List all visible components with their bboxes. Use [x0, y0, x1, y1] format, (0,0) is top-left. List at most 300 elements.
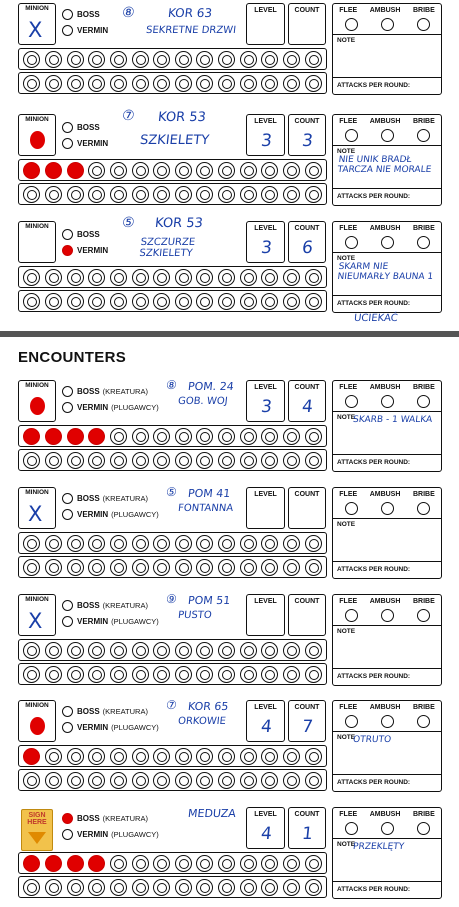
hit-circle[interactable]	[196, 162, 213, 179]
boss-option[interactable]	[62, 600, 148, 611]
hit-circle[interactable]	[218, 855, 235, 872]
hit-circle[interactable]	[196, 428, 213, 445]
hit-circle[interactable]	[305, 428, 322, 445]
vermin-radio[interactable]	[62, 25, 73, 36]
minion-box[interactable]	[18, 700, 56, 742]
bribe-radio[interactable]	[417, 502, 430, 515]
hit-circle[interactable]	[23, 452, 40, 469]
hit-circle[interactable]	[88, 535, 105, 552]
flee-radio[interactable]	[345, 502, 358, 515]
hit-circle[interactable]	[153, 666, 170, 683]
hit-circle[interactable]	[110, 75, 127, 92]
hit-circle[interactable]	[218, 51, 235, 68]
ambush-radio[interactable]	[381, 822, 394, 835]
boss-radio[interactable]	[62, 706, 73, 717]
ambush-radio[interactable]	[381, 715, 394, 728]
hit-circle[interactable]	[305, 293, 322, 310]
hit-circle[interactable]	[196, 748, 213, 765]
level-box[interactable]	[246, 700, 285, 742]
hit-circle[interactable]	[283, 162, 300, 179]
vermin-radio[interactable]	[62, 616, 73, 627]
hit-circle[interactable]	[175, 51, 192, 68]
boss-radio[interactable]	[62, 122, 73, 133]
hit-circle[interactable]	[132, 428, 149, 445]
hit-circle[interactable]	[132, 748, 149, 765]
level-box[interactable]	[246, 221, 285, 263]
hit-circle[interactable]	[261, 559, 278, 576]
hit-circle[interactable]	[218, 535, 235, 552]
hit-circle[interactable]	[88, 452, 105, 469]
bribe-radio[interactable]	[417, 395, 430, 408]
hit-circle[interactable]	[196, 51, 213, 68]
hit-circle[interactable]	[23, 162, 40, 179]
hit-circle[interactable]	[132, 269, 149, 286]
count-box[interactable]	[288, 221, 326, 263]
hit-circle[interactable]	[283, 293, 300, 310]
bribe-radio[interactable]	[417, 609, 430, 622]
hit-circle[interactable]	[23, 428, 40, 445]
boss-radio[interactable]	[62, 9, 73, 20]
ambush-radio[interactable]	[381, 395, 394, 408]
boss-option[interactable]	[62, 706, 148, 717]
hit-circle[interactable]	[67, 559, 84, 576]
hit-circle[interactable]	[240, 748, 257, 765]
hit-circle[interactable]	[132, 855, 149, 872]
hit-circle[interactable]	[175, 772, 192, 789]
hit-circle[interactable]	[283, 75, 300, 92]
hit-circle[interactable]	[261, 855, 278, 872]
hit-circle[interactable]	[153, 879, 170, 896]
hit-circle[interactable]	[88, 855, 105, 872]
hit-circle[interactable]	[67, 748, 84, 765]
hit-circle[interactable]	[88, 428, 105, 445]
hit-circle[interactable]	[240, 75, 257, 92]
hit-circle[interactable]	[305, 452, 322, 469]
hit-circle[interactable]	[305, 186, 322, 203]
hit-circle[interactable]	[23, 51, 40, 68]
hit-circle[interactable]	[45, 428, 62, 445]
flee-radio[interactable]	[345, 822, 358, 835]
minion-box[interactable]	[18, 3, 56, 45]
hit-circle[interactable]	[45, 559, 62, 576]
hit-circle[interactable]	[283, 748, 300, 765]
hit-circle[interactable]	[283, 855, 300, 872]
hit-circle[interactable]	[218, 642, 235, 659]
hit-circle[interactable]	[240, 51, 257, 68]
hit-circle[interactable]	[88, 186, 105, 203]
hit-circle[interactable]	[283, 51, 300, 68]
count-box[interactable]	[288, 807, 326, 849]
minion-box[interactable]	[18, 594, 56, 636]
hit-circle[interactable]	[132, 186, 149, 203]
hit-circle[interactable]	[175, 748, 192, 765]
hit-circle[interactable]	[305, 748, 322, 765]
vermin-radio[interactable]	[62, 722, 73, 733]
hit-circle[interactable]	[110, 162, 127, 179]
hit-circle[interactable]	[110, 748, 127, 765]
hit-circle[interactable]	[196, 559, 213, 576]
hit-circle[interactable]	[153, 51, 170, 68]
hit-circle[interactable]	[261, 642, 278, 659]
count-box[interactable]	[288, 700, 326, 742]
hit-circle[interactable]	[283, 559, 300, 576]
vermin-option[interactable]	[62, 616, 159, 627]
boss-option[interactable]	[62, 493, 148, 504]
minion-box[interactable]	[18, 114, 56, 156]
vermin-radio[interactable]	[62, 402, 73, 413]
hit-circle[interactable]	[283, 535, 300, 552]
hit-circle[interactable]	[240, 559, 257, 576]
hit-circle[interactable]	[67, 75, 84, 92]
hit-circle[interactable]	[240, 293, 257, 310]
hit-circle[interactable]	[175, 186, 192, 203]
boss-radio[interactable]	[62, 493, 73, 504]
hit-circle[interactable]	[153, 748, 170, 765]
bribe-radio[interactable]	[417, 822, 430, 835]
hit-circle[interactable]	[175, 642, 192, 659]
hit-circle[interactable]	[261, 293, 278, 310]
hit-circle[interactable]	[67, 535, 84, 552]
boss-option[interactable]	[62, 9, 100, 20]
hit-circle[interactable]	[240, 879, 257, 896]
hit-circle[interactable]	[305, 559, 322, 576]
boss-option[interactable]	[62, 813, 148, 824]
hit-circle[interactable]	[88, 879, 105, 896]
hit-circle[interactable]	[175, 428, 192, 445]
hit-circle[interactable]	[196, 269, 213, 286]
hit-circle[interactable]	[196, 186, 213, 203]
hit-circle[interactable]	[132, 452, 149, 469]
hit-circle[interactable]	[240, 855, 257, 872]
hit-circle[interactable]	[218, 428, 235, 445]
hit-circle[interactable]	[110, 855, 127, 872]
hit-circle[interactable]	[153, 162, 170, 179]
hit-circle[interactable]	[218, 772, 235, 789]
hit-circle[interactable]	[45, 666, 62, 683]
hit-circle[interactable]	[88, 559, 105, 576]
hit-circle[interactable]	[305, 162, 322, 179]
hit-circle[interactable]	[283, 269, 300, 286]
hit-circle[interactable]	[110, 428, 127, 445]
hit-circle[interactable]	[132, 879, 149, 896]
hit-circle[interactable]	[261, 535, 278, 552]
hit-circle[interactable]	[261, 879, 278, 896]
count-box[interactable]	[288, 380, 326, 422]
hit-circle[interactable]	[283, 666, 300, 683]
hit-circle[interactable]	[67, 162, 84, 179]
hit-circle[interactable]	[45, 162, 62, 179]
hit-circle[interactable]	[23, 535, 40, 552]
hit-circle[interactable]	[110, 772, 127, 789]
hit-circle[interactable]	[261, 51, 278, 68]
hit-circle[interactable]	[305, 772, 322, 789]
flee-radio[interactable]	[345, 129, 358, 142]
vermin-option[interactable]	[62, 25, 108, 36]
hit-circle[interactable]	[67, 269, 84, 286]
hit-circle[interactable]	[110, 452, 127, 469]
hit-circle[interactable]	[45, 748, 62, 765]
bribe-radio[interactable]	[417, 129, 430, 142]
hit-circle[interactable]	[45, 269, 62, 286]
hit-circle[interactable]	[283, 772, 300, 789]
hit-circle[interactable]	[45, 535, 62, 552]
hit-circle[interactable]	[218, 162, 235, 179]
hit-circle[interactable]	[23, 559, 40, 576]
hit-circle[interactable]	[132, 642, 149, 659]
hit-circle[interactable]	[110, 879, 127, 896]
hit-circle[interactable]	[67, 51, 84, 68]
bribe-radio[interactable]	[417, 236, 430, 249]
hit-circle[interactable]	[23, 666, 40, 683]
hit-circle[interactable]	[153, 535, 170, 552]
hit-circle[interactable]	[88, 666, 105, 683]
boss-option[interactable]	[62, 386, 148, 397]
vermin-option[interactable]	[62, 138, 108, 149]
ambush-radio[interactable]	[381, 609, 394, 622]
hit-circle[interactable]	[67, 772, 84, 789]
hit-circle[interactable]	[88, 269, 105, 286]
hit-circle[interactable]	[88, 293, 105, 310]
hit-circle[interactable]	[175, 559, 192, 576]
count-box[interactable]	[288, 114, 326, 156]
hit-circle[interactable]	[45, 642, 62, 659]
level-box[interactable]	[246, 114, 285, 156]
boss-radio[interactable]	[62, 386, 73, 397]
hit-circle[interactable]	[283, 452, 300, 469]
vermin-radio[interactable]	[62, 245, 73, 256]
hit-circle[interactable]	[132, 559, 149, 576]
hit-circle[interactable]	[175, 666, 192, 683]
hit-circle[interactable]	[45, 51, 62, 68]
hit-circle[interactable]	[153, 772, 170, 789]
hit-circle[interactable]	[305, 269, 322, 286]
hit-circle[interactable]	[153, 642, 170, 659]
hit-circle[interactable]	[45, 772, 62, 789]
hit-circle[interactable]	[261, 162, 278, 179]
hit-circle[interactable]	[23, 855, 40, 872]
hit-circle[interactable]	[67, 855, 84, 872]
hit-circle[interactable]	[88, 51, 105, 68]
hit-circle[interactable]	[240, 772, 257, 789]
hit-circle[interactable]	[67, 642, 84, 659]
hit-circle[interactable]	[153, 75, 170, 92]
hit-circle[interactable]	[305, 51, 322, 68]
hit-circle[interactable]	[88, 75, 105, 92]
hit-circle[interactable]	[196, 642, 213, 659]
hit-circle[interactable]	[283, 879, 300, 896]
hit-circle[interactable]	[305, 75, 322, 92]
hit-circle[interactable]	[153, 186, 170, 203]
hit-circle[interactable]	[305, 535, 322, 552]
hit-circle[interactable]	[88, 748, 105, 765]
hit-circle[interactable]	[305, 855, 322, 872]
ambush-radio[interactable]	[381, 129, 394, 142]
hit-circle[interactable]	[305, 879, 322, 896]
vermin-option[interactable]	[62, 245, 108, 256]
hit-circle[interactable]	[240, 269, 257, 286]
hit-circle[interactable]	[153, 269, 170, 286]
boss-radio[interactable]	[62, 813, 73, 824]
hit-circle[interactable]	[240, 666, 257, 683]
vermin-radio[interactable]	[62, 829, 73, 840]
hit-circle[interactable]	[110, 51, 127, 68]
hit-circle[interactable]	[175, 855, 192, 872]
hit-circle[interactable]	[196, 772, 213, 789]
hit-circle[interactable]	[110, 293, 127, 310]
hit-circle[interactable]	[283, 428, 300, 445]
hit-circle[interactable]	[196, 535, 213, 552]
hit-circle[interactable]	[23, 879, 40, 896]
hit-circle[interactable]	[240, 428, 257, 445]
hit-circle[interactable]	[110, 269, 127, 286]
hit-circle[interactable]	[45, 855, 62, 872]
hit-circle[interactable]	[218, 186, 235, 203]
hit-circle[interactable]	[67, 452, 84, 469]
hit-circle[interactable]	[132, 772, 149, 789]
minion-box[interactable]	[18, 487, 56, 529]
hit-circle[interactable]	[240, 186, 257, 203]
flee-radio[interactable]	[345, 236, 358, 249]
hit-circle[interactable]	[196, 75, 213, 92]
vermin-option[interactable]	[62, 509, 159, 520]
hit-circle[interactable]	[240, 642, 257, 659]
hit-circle[interactable]	[261, 452, 278, 469]
hit-circle[interactable]	[218, 748, 235, 765]
level-box[interactable]	[246, 3, 285, 45]
hit-circle[interactable]	[45, 186, 62, 203]
hit-circle[interactable]	[110, 559, 127, 576]
flee-radio[interactable]	[345, 395, 358, 408]
hit-circle[interactable]	[153, 559, 170, 576]
hit-circle[interactable]	[23, 293, 40, 310]
boss-option[interactable]	[62, 229, 100, 240]
hit-circle[interactable]	[67, 293, 84, 310]
vermin-option[interactable]	[62, 829, 159, 840]
hit-circle[interactable]	[67, 186, 84, 203]
hit-circle[interactable]	[110, 186, 127, 203]
count-box[interactable]	[288, 3, 326, 45]
bribe-radio[interactable]	[417, 18, 430, 31]
hit-circle[interactable]	[23, 269, 40, 286]
hit-circle[interactable]	[175, 452, 192, 469]
hit-circle[interactable]	[240, 452, 257, 469]
hit-circle[interactable]	[218, 666, 235, 683]
hit-circle[interactable]	[153, 428, 170, 445]
hit-circle[interactable]	[175, 269, 192, 286]
minion-box[interactable]	[18, 807, 56, 849]
hit-circle[interactable]	[261, 428, 278, 445]
hit-circle[interactable]	[23, 748, 40, 765]
hit-circle[interactable]	[196, 452, 213, 469]
hit-circle[interactable]	[175, 162, 192, 179]
hit-circle[interactable]	[240, 162, 257, 179]
hit-circle[interactable]	[196, 855, 213, 872]
hit-circle[interactable]	[240, 535, 257, 552]
ambush-radio[interactable]	[381, 236, 394, 249]
hit-circle[interactable]	[88, 162, 105, 179]
hit-circle[interactable]	[261, 748, 278, 765]
hit-circle[interactable]	[153, 293, 170, 310]
flee-radio[interactable]	[345, 715, 358, 728]
hit-circle[interactable]	[23, 642, 40, 659]
hit-circle[interactable]	[283, 642, 300, 659]
minion-box[interactable]	[18, 380, 56, 422]
hit-circle[interactable]	[196, 293, 213, 310]
hit-circle[interactable]	[261, 666, 278, 683]
bribe-radio[interactable]	[417, 715, 430, 728]
hit-circle[interactable]	[132, 162, 149, 179]
hit-circle[interactable]	[218, 452, 235, 469]
hit-circle[interactable]	[305, 642, 322, 659]
hit-circle[interactable]	[88, 772, 105, 789]
count-box[interactable]	[288, 594, 326, 636]
vermin-radio[interactable]	[62, 509, 73, 520]
hit-circle[interactable]	[261, 772, 278, 789]
hit-circle[interactable]	[88, 642, 105, 659]
hit-circle[interactable]	[110, 535, 127, 552]
vermin-option[interactable]	[62, 402, 159, 413]
hit-circle[interactable]	[261, 269, 278, 286]
hit-circle[interactable]	[132, 51, 149, 68]
hit-circle[interactable]	[261, 186, 278, 203]
hit-circle[interactable]	[196, 666, 213, 683]
level-box[interactable]	[246, 487, 285, 529]
hit-circle[interactable]	[23, 75, 40, 92]
boss-radio[interactable]	[62, 229, 73, 240]
hit-circle[interactable]	[175, 535, 192, 552]
flee-radio[interactable]	[345, 18, 358, 31]
vermin-radio[interactable]	[62, 138, 73, 149]
hit-circle[interactable]	[218, 879, 235, 896]
hit-circle[interactable]	[110, 666, 127, 683]
hit-circle[interactable]	[153, 855, 170, 872]
hit-circle[interactable]	[218, 559, 235, 576]
ambush-radio[interactable]	[381, 502, 394, 515]
hit-circle[interactable]	[67, 428, 84, 445]
hit-circle[interactable]	[218, 75, 235, 92]
hit-circle[interactable]	[45, 293, 62, 310]
level-box[interactable]	[246, 380, 285, 422]
hit-circle[interactable]	[283, 186, 300, 203]
hit-circle[interactable]	[45, 75, 62, 92]
hit-circle[interactable]	[45, 452, 62, 469]
hit-circle[interactable]	[218, 293, 235, 310]
count-box[interactable]	[288, 487, 326, 529]
level-box[interactable]	[246, 807, 285, 849]
hit-circle[interactable]	[153, 452, 170, 469]
hit-circle[interactable]	[132, 666, 149, 683]
hit-circle[interactable]	[67, 879, 84, 896]
hit-circle[interactable]	[23, 772, 40, 789]
hit-circle[interactable]	[261, 75, 278, 92]
boss-radio[interactable]	[62, 600, 73, 611]
hit-circle[interactable]	[175, 293, 192, 310]
boss-option[interactable]	[62, 122, 100, 133]
hit-circle[interactable]	[175, 879, 192, 896]
hit-circle[interactable]	[132, 535, 149, 552]
level-box[interactable]	[246, 594, 285, 636]
hit-circle[interactable]	[45, 879, 62, 896]
ambush-radio[interactable]	[381, 18, 394, 31]
hit-circle[interactable]	[67, 666, 84, 683]
hit-circle[interactable]	[132, 75, 149, 92]
hit-circle[interactable]	[218, 269, 235, 286]
hit-circle[interactable]	[305, 666, 322, 683]
hit-circle[interactable]	[196, 879, 213, 896]
flee-radio[interactable]	[345, 609, 358, 622]
hit-circle[interactable]	[132, 293, 149, 310]
minion-box[interactable]	[18, 221, 56, 263]
